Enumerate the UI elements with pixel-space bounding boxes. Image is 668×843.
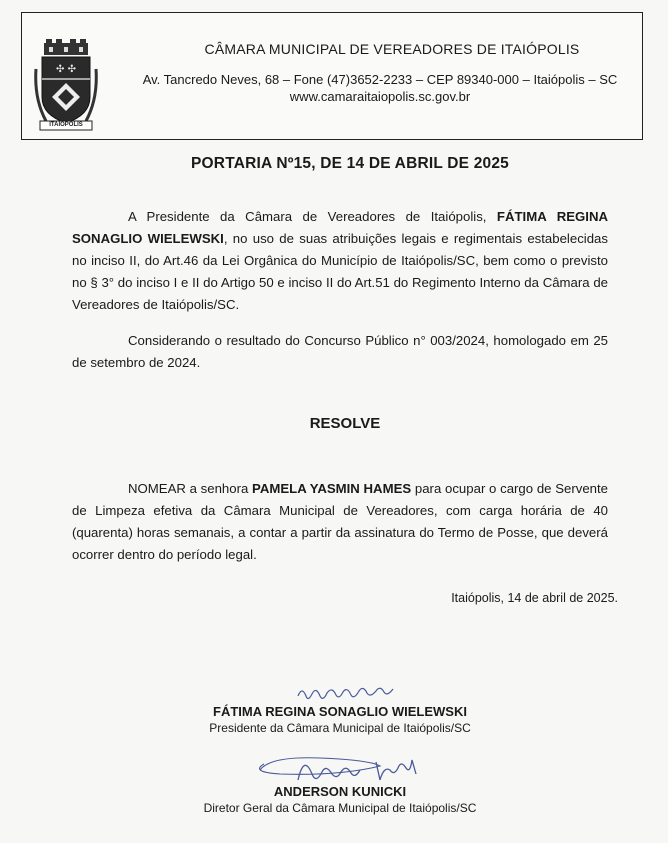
handwritten-signature-president: [180, 682, 500, 704]
president-signature-role: Presidente da Câmara Municipal de Itaiópolis/SC: [209, 721, 471, 735]
institution-contact: [120, 71, 640, 105]
president-name: FÁTIMA REGINA SONAGLIO WIELEWSKI: [72, 209, 608, 246]
paragraph-appointment: [72, 478, 608, 566]
handwritten-signature-director: [180, 750, 500, 790]
preamble-text-end: , no uso de suas atribuições legais e regimentais estabelecidas no inciso II, do Art.46 da Lei Orgânica do Município de Itaiópolis/SC, bem como o previsto no § 3° do inciso I e II do Artigo 50 e inciso II do Art.51 do Regimento Interno da Câmara de Vereadores de Itaiópolis/SC.: [72, 231, 608, 312]
letterhead: [21, 12, 643, 140]
document-title: PORTARIA Nº15, DE 14 DE ABRIL DE 2025: [191, 155, 509, 172]
appointee-name: PAMELA YASMIN HAMES: [252, 481, 412, 496]
president-signature-name: FÁTIMA REGINA SONAGLIO WIELEWSKI: [213, 704, 467, 719]
appointment-text-end: para ocupar o cargo de Servente de Limpeza efetiva da Câmara Municipal de Vereadores, com carga horária de 40 (quarenta) horas semanais, a contar a partir da assinatura do Termo de Posse, que deverá ocorrer dentro do período legal.: [72, 481, 608, 562]
institution-address: Av. Tancredo Neves, 68 – Fone (47)3652-2233 – CEP 89340-000 – Itaiópolis – SC: [142, 72, 618, 87]
director-signature-name: ANDERSON KUNICKI: [273, 784, 407, 799]
appointment-text-start: NOMEAR a senhora: [128, 481, 253, 496]
considering-text: Considerando o resultado do Concurso Público n° 003/2024, homologado em 25 de setembro de 2024.: [72, 333, 608, 370]
paragraph-considering: [72, 330, 608, 374]
institution-name: CÂMARA MUNICIPAL DE VEREADORES DE ITAIÓPOLIS: [204, 41, 580, 57]
director-signature-role: Diretor Geral da Câmara Municipal de Itaiópolis/SC: [203, 801, 477, 815]
signature-block-director: [180, 754, 500, 815]
paragraph-preamble: [72, 206, 608, 316]
svg-text:✣ ✣: ✣ ✣: [56, 64, 76, 75]
place-and-date: Itaiópolis, 14 de abril de 2025.: [451, 591, 618, 605]
preamble-text-start: A Presidente da Câmara de Vereadores de Itaiópolis,: [128, 209, 497, 224]
institution-website: www.camaraitaiopolis.sc.gov.br: [289, 89, 471, 104]
municipal-crest-icon: [34, 39, 98, 131]
crest-label: ITAIÓPOLIS: [49, 122, 83, 128]
signature-block-president: [180, 682, 500, 735]
resolve-heading: RESOLVE: [309, 415, 381, 432]
